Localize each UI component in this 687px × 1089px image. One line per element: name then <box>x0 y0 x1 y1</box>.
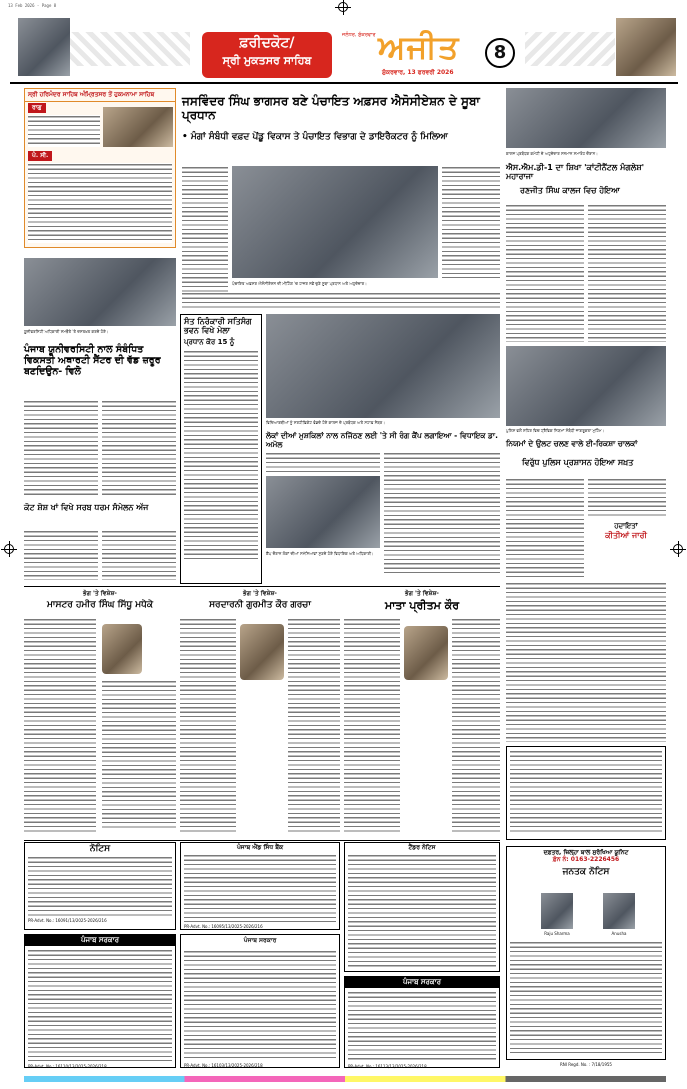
bhog-2-body-b <box>288 618 340 832</box>
bhog-3-portrait <box>404 626 448 680</box>
rickshaw-body-2 <box>588 478 666 518</box>
camp-body-1 <box>266 452 380 472</box>
district-notice-box <box>506 746 666 840</box>
bhog-1-portrait <box>102 624 142 674</box>
masthead-pattern-right <box>525 32 615 66</box>
bank-title: ਪੰਜਾਬ ਐਂਡ ਸਿੰਧ ਬੈਂਕ <box>236 844 284 851</box>
bhog-2-name: ਸਰਦਾਰਨੀ ਗੁਰਮੀਤ ਕੌਰ ਗਰਚਾ <box>209 600 311 610</box>
callout-line-2: ਕੀਤੀਆਂ ਜਾਰੀ <box>605 531 647 540</box>
paper-name: ਅਜੀਤ <box>378 28 460 66</box>
satsang-headline: ਸੰਤ ਨਿਰੰਕਾਰੀ ਸਤਿਸੰਗ ਭਵਨ ਵਿਖੇ ਮੇਲਾ <box>184 317 252 336</box>
college-body-1 <box>506 204 584 342</box>
masthead-pattern-left <box>70 32 190 66</box>
notice-box-1 <box>24 842 176 930</box>
section-title-top: ਫ਼ਰੀਦਕੋਟ/ <box>239 35 295 51</box>
university-body-2 <box>102 400 176 498</box>
gurbani-box <box>24 88 176 248</box>
section-banner <box>202 32 332 78</box>
bhog-3-name: ਮਾਤਾ ਪ੍ਰੀਤਮ ਕੌਰ <box>384 599 460 612</box>
child-name-1: Raju Sharma <box>544 931 570 936</box>
tender-notice-text <box>348 854 496 968</box>
bhog-3 <box>344 590 500 836</box>
bhog-1-body-a <box>24 618 96 832</box>
contact-line: ਦਫ਼ਤਰ, ਜ਼ਿਲ੍ਹਾ ਬਾਲ ਸੁਰੱਖਿਆ ਯੂਨਿਟ <box>543 849 629 856</box>
lead-body-2 <box>442 166 500 278</box>
crop-mark-top <box>338 2 348 12</box>
golden-temple-photo <box>103 107 173 147</box>
gurbani-text-1 <box>28 115 100 147</box>
lead-subhead: • ਮੰਗਾਂ ਸੰਬੰਧੀ ਵਫ਼ਦ ਪੇਂਡੂ ਵਿਕਾਸ ਤੇ ਪੰਚਾਇਤ ਵਿਭਾਗ ਦੇ ਡਾਇਰੈਕਟਰ ਨੂੰ ਮਿਲਿਆ <box>182 132 448 142</box>
bank-pr: PR-Advt. No.: 16095/13/2025-2026/216 <box>184 923 263 929</box>
page-number-badge <box>485 38 515 68</box>
govt-notice-3-pr: PR-Advt. No.: 16113/13/2025-2026/218 <box>348 1064 427 1069</box>
public-notice-text <box>510 941 662 1053</box>
gurbani-label: ਰਾਗੁ <box>28 103 46 113</box>
masthead <box>10 14 678 84</box>
print-slug: 13 Feb 2026 - Page 8 <box>8 3 57 8</box>
notice-title: ਨੋਟਿਸ <box>89 844 111 854</box>
contact-phone: ਫ਼ੋਨ ਨੰ: 0163-2226456 <box>552 855 620 863</box>
section-title-bottom: ਸ੍ਰੀ ਮੁਕਤਸਰ ਸਾਹਿਬ <box>222 54 312 67</box>
govt-notice-box-1 <box>24 934 176 1068</box>
university-photo-caption: ਯੂਨੀਵਰਸਿਟੀ ਅਧਿਕਾਰੀ ਸਮਝੌਤੇ 'ਤੇ ਦਸਤਖ਼ਤ ਕਰਦੇ ਹੋਏ। <box>24 329 109 334</box>
bhog-3-body-b <box>452 618 500 832</box>
callout-line-1: ਹਦਾਇਤਾਂ <box>614 522 638 530</box>
university-headline: ਪੰਜਾਬ ਯੂਨੀਵਰਸਿਟੀ ਨਾਲ ਸੰਬੰਧਿਤ ਵਿਕਸਤੀ ਅਥਾਰਟੀ ਸੈਂਟਰ ਦੀ ਵੱਡ ਜ਼ਰੂਰ ਬਣਦਿਉਨ- ਵਿਲੋ <box>24 344 161 377</box>
sammelan-body-1 <box>24 530 98 580</box>
bank-notice-text <box>184 854 336 922</box>
college-headline-1: ਐਸ.ਐਮ.ਡੀ-1 ਦਾ ਸ਼ਿਖਾ 'ਕਾਂਟੀਨੈਂਟਲ ਮੰਗਲੇਸ਼' ਮਹਾਰਾਜਾ <box>506 163 645 182</box>
rickshaw-body-1 <box>506 478 584 578</box>
govt-notice-1-pr: PR-Advt. No.: 16110/13/2025-2026/218 <box>28 1064 107 1069</box>
color-bar <box>24 1076 666 1082</box>
satsang-body <box>184 350 258 560</box>
students-photo <box>266 314 500 418</box>
govt-notice-1-title: ਪੰਜਾਬ ਸਰਕਾਰ <box>25 935 175 946</box>
camp-photo <box>266 476 380 548</box>
satsang-box <box>180 314 262 584</box>
university-body-1 <box>24 400 98 498</box>
gurdwara-photo <box>616 18 676 76</box>
notices-top-rule <box>24 840 500 841</box>
bhog-2-portrait <box>240 624 284 680</box>
university-meeting-photo <box>24 258 176 326</box>
rni-number: RNI Regd. No. : 7/18/1955 <box>560 1062 612 1067</box>
notice-1-text <box>28 856 172 916</box>
college-caption: ਕਾਲਜ ਪ੍ਰਬੰਧਕ ਕਮੇਟੀ ਦੇ ਅਹੁਦੇਦਾਰ ਸਨਮਾਨ ਸਮਾਰੋਹ ਦੌਰਾਨ। <box>506 151 598 156</box>
govt-notice-box-3 <box>344 976 500 1068</box>
college-headline-2: ਰਣਜੀਤ ਸਿੰਘ ਕਾਲਜ ਵਿਚ ਹੋਇਆ <box>520 186 620 195</box>
rickshaw-callout <box>590 522 662 541</box>
issue-date: ਸ਼ੁੱਕਰਵਾਰ, 13 ਫਰਵਰੀ 2026 <box>382 69 454 76</box>
sammelan-body-2 <box>102 530 176 580</box>
lead-body-1 <box>182 166 228 296</box>
rickshaw-headline-2: ਵਿਰੁੱਧ ਪੁਲਿਸ ਪ੍ਰਸ਼ਾਸਨ ਹੋਇਆ ਸਖ਼ਤ <box>522 458 634 467</box>
bhog-1-kicker: ਭੋਗ 'ਤੇ ਵਿਸ਼ੇਸ਼- <box>83 590 117 597</box>
gurbani-title: ਸ੍ਰੀ ਹਰਿਮੰਦਰ ਸਾਹਿਬ ਅੰਮ੍ਰਿਤਸਰ ਤੋਂ ਹੁਕਮਨਾਮਾ ਸਾਹਿਬ <box>25 89 175 102</box>
college-photo <box>506 88 666 148</box>
bhog-1 <box>24 590 176 836</box>
page-number: 8 <box>493 42 507 63</box>
child-photo-1 <box>541 893 573 929</box>
gurbani-text-2 <box>28 163 172 243</box>
traffic-caption: ਪੁਲਿਸ ਵਲੋਂ ਸ਼ਹਿਰ ਵਿਚ ਟ੍ਰੈਫਿਕ ਨਿਯਮਾਂ ਸੰਬੰਧੀ ਜਾਗਰੂਕਤਾ ਮੁਹਿੰਮ। <box>506 428 605 433</box>
clocktower-photo <box>18 18 70 76</box>
govt-notice-3-text <box>348 991 496 1061</box>
public-notice-title: ਜਨਤਕ ਨੋਟਿਸ <box>562 866 610 877</box>
govt-notice-box-2 <box>180 934 340 1068</box>
college-body-2 <box>588 204 666 342</box>
lead-caption: ਪੰਚਾਇਤ ਅਫ਼ਸਰ ਐਸੋਸੀਏਸ਼ਨ ਦੀ ਮੀਟਿੰਗ 'ਚ ਹਾਜ਼ਰ ਨਵੇਂ ਚੁਣੇ ਸੂਬਾ ਪ੍ਰਧਾਨ ਅਤੇ ਅਹੁਦੇਦਾਰ। <box>232 281 367 286</box>
bhog-3-kicker: ਭੋਗ 'ਤੇ ਵਿਸ਼ੇਸ਼- <box>405 590 439 597</box>
gurbani-sublabel: ਪੰ. ਸੀ. <box>28 151 52 161</box>
rickshaw-body-3 <box>506 582 666 742</box>
crop-mark-left <box>4 544 14 554</box>
camp-body-2 <box>384 452 500 576</box>
rickshaw-headline-1: ਨਿਯਮਾਂ ਦੇ ਉਲਟ ਚਲਣ ਵਾਲੇ ਈ-ਰਿਕਸ਼ਾ ਚਾਲਕਾਂ <box>506 439 638 448</box>
notice-1-pr: PR-Advt. No.: 16091/13/2025-2026/216 <box>28 918 107 924</box>
tender-title: ਟੈਂਡਰ ਨੋਟਿਸ <box>408 844 436 851</box>
crop-mark-right <box>673 544 683 554</box>
lead-body-3 <box>182 292 500 310</box>
child-name-2: Anusha <box>611 931 627 936</box>
govt-notice-2-title: ਪੰਜਾਬ ਸਰਕਾਰ <box>243 937 277 944</box>
camp-caption: ਕੈਂਪ ਦੌਰਾਨ ਲੋਕਾਂ ਦੀਆਂ ਸਮੱਸਿਆਵਾਂ ਸੁਣਦੇ ਹੋਏ ਵਿਧਾਇਕ ਅਤੇ ਅਧਿਕਾਰੀ। <box>266 551 374 556</box>
govt-notice-2-text <box>184 950 336 1060</box>
govt-notice-3-title: ਪੰਜਾਬ ਸਰਕਾਰ <box>345 977 499 988</box>
govt-notice-2-pr: PR-Advt. No.: 16103/13/2025-2026/218 <box>184 1063 263 1068</box>
bhog-1-name: ਮਾਸਟਰ ਹਮੀਰ ਸਿੰਘ ਸਿੱਧੂ ਮਧੇਕੇ <box>47 600 153 610</box>
govt-notice-1-text <box>28 949 172 1061</box>
students-caption: ਵਿਦਿਆਰਥੀਆਂ ਨੂੰ ਸਰਟੀਫ਼ਿਕੇਟ ਵੰਡਦੇ ਹੋਏ ਕਾਲਜ ਦੇ ਪ੍ਰਬੰਧਕ ਅਤੇ ਸਟਾਫ਼ ਮੈਂਬਰ। <box>266 420 385 425</box>
bhog-3-body-a <box>344 618 400 832</box>
lead-headline: ਜਸਵਿੰਦਰ ਸਿੰਘ ਭਾਗਸਰ ਬਣੇ ਪੰਚਾਇਤ ਅਫ਼ਸਰ ਐਸੋਸੀਏਸ਼ਨ ਦੇ ਸੂਬਾ ਪ੍ਰਧਾਨ <box>182 94 480 122</box>
camp-headline: ਲੋਕਾਂ ਦੀਆਂ ਮੁਸ਼ਕਿਲਾਂ ਨਾਲ ਨਜਿੱਠਣ ਲਈ 'ਤੇ ਸੀ ਰੰਗ ਕੈਂਪ ਲਗਾਇਆ - ਵਿਧਾਇਕ ਡਾ. ਅਮੋਲ <box>266 431 498 449</box>
bhog-2-body-a <box>180 618 236 832</box>
bhog-1-body-b <box>102 680 176 830</box>
bhog-2 <box>180 590 340 836</box>
sammelan-headline: ਕੋਟ ਸ਼ੋਸ਼ ਖਾਂ ਵਿਖੇ ਸਰਬ ਧਰਮ ਸੰਮੇਲਨ ਅੱਜ <box>24 503 149 512</box>
tender-notice-box <box>344 842 500 972</box>
bank-notice-box <box>180 842 340 930</box>
satsang-sub: ਪ੍ਰਧਾਨ ਕੋਰ 15 ਨੂੰ <box>184 338 235 347</box>
publisher-tag: ਜਲੰਧਰ, ਸ਼ੁੱਕਰਵਾਰ <box>342 32 376 38</box>
bhog-top-rule <box>24 586 500 587</box>
public-notice-box <box>506 846 666 1060</box>
child-photo-2 <box>603 893 635 929</box>
bhog-2-kicker: ਭੋਗ 'ਤੇ ਵਿਸ਼ੇਸ਼- <box>243 590 277 597</box>
traffic-photo <box>506 346 666 426</box>
lead-photo <box>232 166 438 278</box>
district-notice-text <box>510 750 662 834</box>
